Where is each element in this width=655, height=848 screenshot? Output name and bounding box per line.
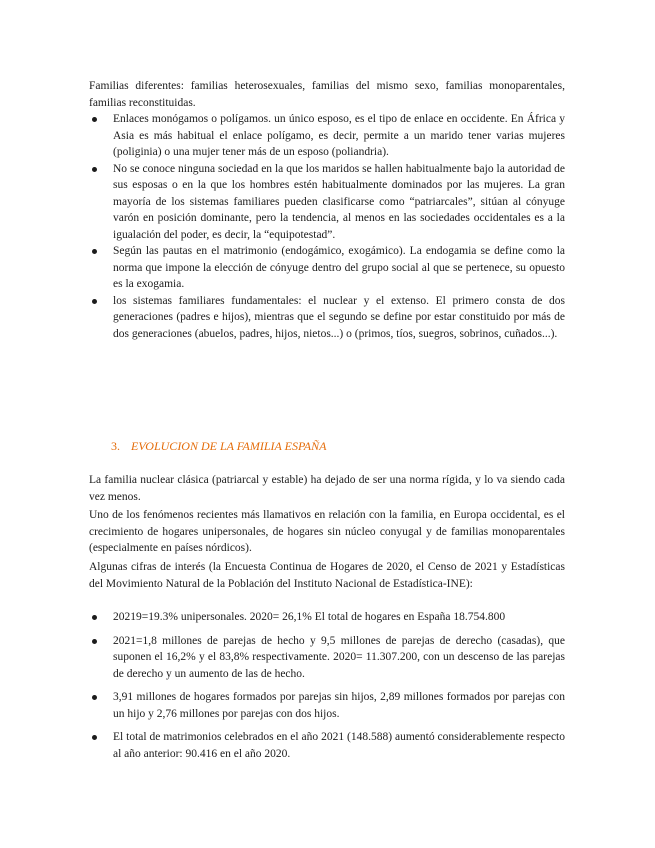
list-item: 2021=1,8 millones de parejas de hecho y 9,5 millones de parejas de derecho (casadas), que suponen el 16,2% y el 83,8% respectivamente. 2020= 11.307.200, con un descenso de las parejas de derecho y un aumento de las de hecho.	[89, 633, 565, 683]
section-number: 3.	[111, 439, 120, 453]
intro-paragraph: Familias diferentes: familias heterosexuales, familias del mismo sexo, familias monoparentales, familias reconstituidas.	[89, 80, 565, 109]
list-item: los sistemas familiares fundamentales: el nuclear y el extenso. El primero consta de dos generaciones (padres e hijos), mientras que el segundo se define por estar constituido por más de dos generaciones (abuelos, padres, hijos, nietos...) o (primos, tíos, suegros, sobrinos, cuñados...).	[89, 293, 565, 343]
list-item: Enlaces monógamos o polígamos. un único esposo, es el tipo de enlace en occidente. En África y Asia es más habitual el enlace polígamo, es decir, permite a un marido tener varias mujeres (poliginia) o una mujer tener más de un esposo (poliandria).	[89, 111, 565, 161]
section-title: EVOLUCION DE LA FAMILIA ESPAÑA	[131, 439, 327, 453]
statistics-list	[89, 609, 565, 762]
paragraph-nuclear-family: La familia nuclear clásica (patriarcal y estable) ha dejado de ser una norma rígida, y lo va siendo cada vez menos.	[89, 474, 565, 503]
list-item: 20219=19.3% unipersonales. 2020= 26,1% El total de hogares en España 18.754.800	[89, 609, 565, 626]
paragraph-recent-phenomena: Uno de los fenómenos recientes más llamativos en relación con la familia, en Europa occidental, es el crecimiento de hogares unipersonales, de hogares sin núcleo conyugal y de familias monoparentales (especialmente en países nórdicos).	[89, 509, 565, 554]
paragraph-figures-intro: Algunas cifras de interés (la Encuesta Continua de Hogares de 2020, el Censo de 2021 y Estadísticas del Movimiento Natural de la Población del Instituto Nacional de Estadística-INE):	[89, 561, 565, 590]
family-types-list	[89, 111, 565, 342]
list-item: 3,91 millones de hogares formados por parejas sin hijos, 2,89 millones formados por parejas con un hijo y 2,76 millones por parejas con dos hijos.	[89, 689, 565, 722]
list-item: No se conoce ninguna sociedad en la que los maridos se hallen habitualmente bajo la autoridad de sus esposas o en la que los hombres estén habitualmente dominados por las mujeres. La gran mayoría de los sistemas familiares pueden clasificarse como “patriarcales”, sitúan al cónyuge varón en posición dominante, pero la tendencia, al menos en las sociedades occidentales es a la igualación del poder, es decir, la “equipotestad”.	[89, 161, 565, 244]
list-item: El total de matrimonios celebrados en el año 2021 (148.588) aumentó considerablemente respecto al año anterior: 90.416 en el año 2020.	[89, 729, 565, 762]
section-heading	[111, 438, 531, 454]
list-item: Según las pautas en el matrimonio (endogámico, exogámico). La endogamia se define como la norma que impone la elección de cónyuge dentro del grupo social al que se pertenece, su opuesto es la exogamia.	[89, 243, 565, 293]
